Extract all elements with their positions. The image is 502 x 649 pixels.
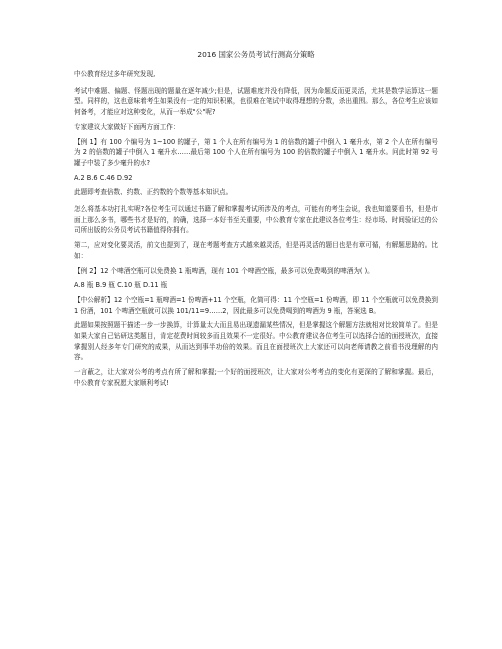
paragraph-flexibility: 第二，应对变化要灵活，前文也提到了，现在考题考查方式越来越灵活，但是再灵活的题目也是有章可循，有解题思路的。比如： xyxy=(74,241,438,260)
example-1-options: A.2 B.6 C.46 D.92 xyxy=(74,173,133,182)
paragraph-advice: 专家建议大家做好下面两方面工作： xyxy=(74,122,180,131)
paragraph-intro: 中公教育经过多年研究发现, xyxy=(74,70,156,78)
document-title: 2016 国家公务员考试行测高分策略 xyxy=(197,50,315,59)
document-body xyxy=(74,50,438,393)
paragraph-basics: 怎么将基本功打扎实呢?各位考生可以通过书籍了解和掌握考试所涉及的考点，可能有的考生会说，我也知道要看书，但是市面上那么多书，哪些书才是好的，的确，选择一本好书至关重要，中公教育专家在此建议各位考生：经市场、时间验证过的公司所出版的公务员考试书籍值得你拥有。 xyxy=(74,205,438,235)
example-2-analysis: 【中公解析】12 个空瓶=1 瓶啤酒=1 份啤酒+11 个空瓶，化简可得：11 个空瓶=1 份啤酒，即 11 个空瓶就可以免费换到 1 份酒，101 个啤酒空瓶就可以换 101/11=9……2，因此最多可以免费喝到的啤酒为 9 瓶，答案选 B。 xyxy=(74,295,438,315)
example-2-options: A.8 瓶 B.9 瓶 C.10 瓶 D.11 瓶 xyxy=(74,281,168,290)
paragraph-method: 此题如果按照题干描述一步一步换算，计算量太大而且易出现遗漏某些情况，但是掌握这个解题方法就相对比较简单了。但是如果大家自己钻研这类题目，肯定花费时间较多而且效果不一定很好。中公教育建议各位考生可以选择合适的面授班次，直接掌握别人经多年专门研究的成果，从而达到事半功倍的效果。而且在面授班次上大家还可以向老师请教之前看书没理解的内容。 xyxy=(74,321,438,362)
paragraph-exam-trend: 考试中难题、偏题、怪题出现的题量在逐年减少;但是，试题难度并没有降低，因为命题反而更灵活，尤其是数学运算这一题型。同样的，这也意味着考生如果没有一定的知识积累，也很难在笔试中取得理想的分数，杀出重围。那么，各位考生应该如何备考，才能应对这种变化，从而一举成"公"呢? xyxy=(74,86,438,117)
paragraph-conclusion: 一言蔽之，让大家对公考的考点有所了解和掌握;一个好的面授班次，让大家对公考考点的变化有更深的了解和掌握。最后，中公教育专家祝愿大家顺利考试! xyxy=(74,368,438,387)
example-1-note: 此题即考查倍数、约数、正约数的个数等基本知识点。 xyxy=(74,188,233,197)
example-2-question: 【例 2】12 个啤酒空瓶可以免费换 1 瓶啤酒，现有 101 个啤酒空瓶，最多可以免费喝到的啤酒为( )。 xyxy=(74,266,374,275)
example-1-question: 【例 1】有 100 个编号为 1~100 的罐子，第 1 个人在所有编号为 1 的倍数的罐子中倒入 1 毫升水，第 2 个人在所有编号为 2 的倍数的罐子中倒入 1 毫升水……最后第 100 个人在所有编号为 100 的倍数的罐子中倒入 1 毫升水。问此时第 92 号罐子中装了多少毫升的水? xyxy=(74,137,438,167)
